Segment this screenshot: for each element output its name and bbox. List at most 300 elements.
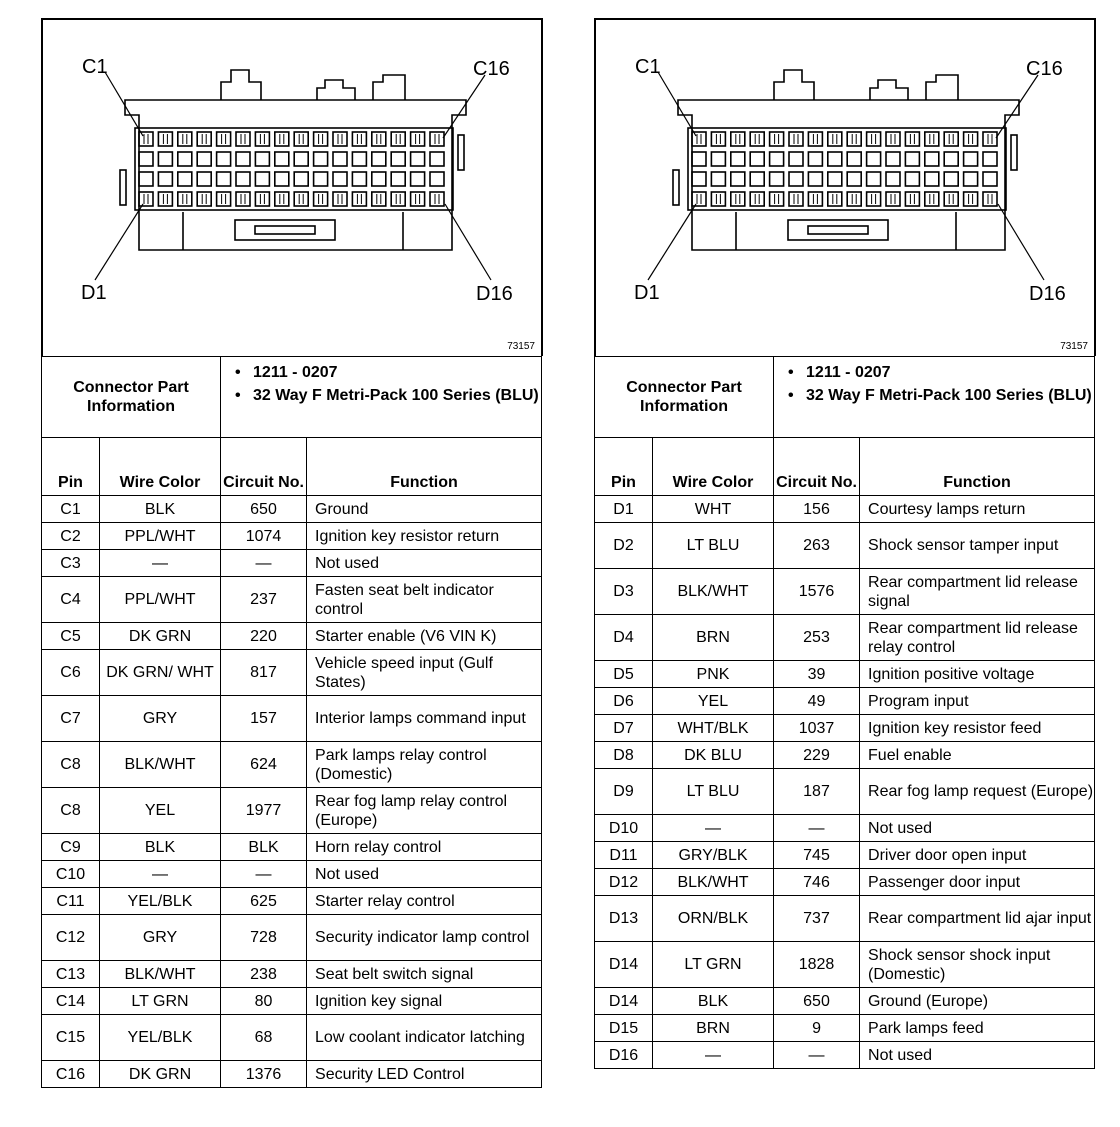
cell-pin: C6 [42,650,100,696]
pin-cavity [867,152,881,166]
right-connector-panel [594,18,1094,1069]
cell-wire-color: WHT [653,496,774,523]
cell-circuit: 39 [774,661,860,688]
pin-cavity [867,172,881,186]
cell-wire-color: LT GRN [100,988,221,1015]
cell-wire-color: LT GRN [653,942,774,988]
cell-pin: C8 [42,742,100,788]
pin-cavity [411,192,425,206]
cell-pin: C2 [42,523,100,550]
cell-wire-color: PPL/WHT [100,577,221,623]
pin-cavity [905,172,919,186]
pin-cavity [333,152,347,166]
connector-info-item: • 1211 - 0207 [782,363,1094,382]
table-row [42,550,542,577]
pin-cavity [217,172,231,186]
cell-circuit: — [774,815,860,842]
table-row [595,569,1095,615]
cell-circuit: 1074 [221,523,307,550]
pin-cavity [964,192,978,206]
pin-cavity [750,132,764,146]
cell-wire-color: LT BLU [653,523,774,569]
label-c1: C1 [635,56,661,78]
table-row [595,842,1095,869]
pin-cavity [964,172,978,186]
pin-cavity [964,132,978,146]
cell-function: Low coolant indicator latching [307,1015,542,1061]
cell-pin: C13 [42,961,100,988]
table-row [42,888,542,915]
cell-function: Ignition positive voltage [860,661,1095,688]
cell-function: Park lamps feed [860,1015,1095,1042]
cell-pin: C14 [42,988,100,1015]
table-row [595,496,1095,523]
table-row [42,1015,542,1061]
cell-circuit: 650 [774,988,860,1015]
header-circuit: Circuit No. [221,438,307,496]
connector-info-item: • 1211 - 0207 [229,363,541,382]
pin-cavity [275,132,289,146]
cell-wire-color: GRY [100,915,221,961]
side-ear [673,170,679,205]
cell-wire-color: YEL [653,688,774,715]
table-row [42,577,542,623]
pin-cavity [925,192,939,206]
cell-function: Not used [307,861,542,888]
leader-line-c16 [443,75,485,138]
pin-cavity [828,132,842,146]
cell-pin: C7 [42,696,100,742]
pinout-table [41,356,542,1088]
table-row [42,523,542,550]
table-row [595,988,1095,1015]
pin-cavity [275,152,289,166]
pin-cavity [789,192,803,206]
latch-tab [221,70,261,100]
pin-cavity [711,172,725,186]
connector-info-row [595,357,1095,438]
pin-cavity [886,172,900,186]
header-function: Function [307,438,542,496]
cell-pin: D14 [595,942,653,988]
pin-cavity [236,132,250,146]
cell-pin: C15 [42,1015,100,1061]
cell-function: Fuel enable [860,742,1095,769]
cell-function: Horn relay control [307,834,542,861]
pin-cavity [828,152,842,166]
pin-cavity [139,152,153,166]
pin-cavity [217,192,231,206]
connector-housing [678,100,1019,250]
cell-pin: C9 [42,834,100,861]
header-row [42,438,542,496]
cell-wire-color: BLK/WHT [653,569,774,615]
cell-circuit: 1576 [774,569,860,615]
leader-line-d1 [648,204,696,280]
cell-pin: C3 [42,550,100,577]
connector-info-row [42,357,542,438]
cell-circuit: 253 [774,615,860,661]
pin-cavity [789,172,803,186]
pin-cavity [770,172,784,186]
pin-cavity [139,192,153,206]
cell-circuit: BLK [221,834,307,861]
key-slot [235,220,335,240]
cell-pin: C5 [42,623,100,650]
latch-tab [373,75,405,100]
pin-cavity [314,172,328,186]
cell-circuit: 238 [221,961,307,988]
pin-cavity [711,152,725,166]
cell-pin: D1 [595,496,653,523]
table-row [595,615,1095,661]
pin-cavity [333,192,347,206]
cell-wire-color: GRY [100,696,221,742]
table-row [595,769,1095,815]
cell-circuit: 728 [221,915,307,961]
pin-cavity [692,152,706,166]
table-row [595,688,1095,715]
pin-cavity [158,172,172,186]
cell-wire-color: BLK [100,834,221,861]
label-c1: C1 [82,56,108,78]
pin-cavity [372,152,386,166]
pin-cavity [944,132,958,146]
latch-tab [774,70,814,100]
cell-circuit: 237 [221,577,307,623]
pin-cavity [178,152,192,166]
pin-cavity [430,132,444,146]
pin-cavity [789,152,803,166]
pinout-table [594,356,1095,1069]
cell-wire-color: DK BLU [653,742,774,769]
cell-pin: D16 [595,1042,653,1069]
table-row [42,496,542,523]
table-row [42,834,542,861]
connector-info-title: Connector Part Information [42,357,221,438]
cell-pin: D2 [595,523,653,569]
cell-circuit: 650 [221,496,307,523]
cell-pin: D4 [595,615,653,661]
cell-pin: C10 [42,861,100,888]
pin-cavity [983,152,997,166]
cell-pin: D3 [595,569,653,615]
cell-function: Ignition key signal [307,988,542,1015]
pin-cavity [750,152,764,166]
pin-cavity [828,192,842,206]
pin-cavity [964,152,978,166]
side-ear [120,170,126,205]
pin-cavity [886,152,900,166]
connector-info-list [774,357,1095,438]
cell-pin: C11 [42,888,100,915]
pin-cavity [391,172,405,186]
cell-circuit: 187 [774,769,860,815]
left-connector-panel [41,18,541,1088]
pin-cavity [294,192,308,206]
cell-function: Not used [860,1042,1095,1069]
pin-cavity [847,192,861,206]
pin-cavity [255,172,269,186]
cell-pin: D11 [595,842,653,869]
pin-cavity [983,172,997,186]
pin-cavity [217,152,231,166]
pin-cavity [944,152,958,166]
pin-cavity [905,132,919,146]
pin-cavity [352,172,366,186]
pin-cavity [808,192,822,206]
label-d16: D16 [1029,283,1066,305]
pinout-body [595,496,1095,1069]
pin-cavity [236,152,250,166]
cell-pin: D15 [595,1015,653,1042]
pin-cavity [770,192,784,206]
pin-cavity [197,132,211,146]
cell-function: Starter relay control [307,888,542,915]
cell-pin: D14 [595,988,653,1015]
pin-cavity [731,132,745,146]
cell-wire-color: BLK [653,988,774,1015]
cell-function: Fasten seat belt indicator control [307,577,542,623]
cell-function: Interior lamps command input [307,696,542,742]
cell-wire-color: DK GRN [100,623,221,650]
table-row [595,942,1095,988]
pin-cavity [847,132,861,146]
pin-cavity [411,172,425,186]
connector-diagram [41,18,543,356]
table-row [595,715,1095,742]
cell-pin: D9 [595,769,653,815]
pin-cavity [770,152,784,166]
cell-function: Not used [307,550,542,577]
key-slot-inner [808,226,868,234]
pin-cavity [197,192,211,206]
pin-cavity [391,132,405,146]
pin-cavity [808,152,822,166]
pin-cavity [430,172,444,186]
cell-function: Park lamps relay control (Domestic) [307,742,542,788]
label-d16: D16 [476,283,513,305]
cell-circuit: 49 [774,688,860,715]
cell-function: Rear fog lamp request (Europe) [860,769,1095,815]
cell-pin: D13 [595,896,653,942]
cell-wire-color: BLK/WHT [100,961,221,988]
cell-circuit: 229 [774,742,860,769]
cell-function: Shock sensor shock input (Domestic) [860,942,1095,988]
table-row [42,988,542,1015]
pin-cavity [692,132,706,146]
pin-cavity [158,192,172,206]
pin-cavity [139,132,153,146]
cell-function: Shock sensor tamper input [860,523,1095,569]
cell-circuit: 9 [774,1015,860,1042]
cell-function: Courtesy lamps return [860,496,1095,523]
cell-function: Driver door open input [860,842,1095,869]
cell-wire-color: — [100,550,221,577]
table-row [42,961,542,988]
pin-cavity [333,172,347,186]
cell-wire-color: YEL/BLK [100,1015,221,1061]
pin-cavity [750,192,764,206]
pin-cavity [178,172,192,186]
pin-cavity [314,192,328,206]
pin-cavity [828,172,842,186]
table-row [42,742,542,788]
cell-wire-color: DK GRN/ WHT [100,650,221,696]
pin-cavity [391,192,405,206]
pin-cavity [731,152,745,166]
cell-function: Security indicator lamp control [307,915,542,961]
cell-circuit: — [774,1042,860,1069]
table-row [42,915,542,961]
table-row [42,623,542,650]
pin-cavity [275,192,289,206]
cell-wire-color: — [653,1042,774,1069]
cell-pin: C1 [42,496,100,523]
pin-cavity [178,192,192,206]
table-row [42,696,542,742]
cell-wire-color: BLK [100,496,221,523]
cell-wire-color: YEL/BLK [100,888,221,915]
pin-cavity [294,172,308,186]
cell-circuit: 1037 [774,715,860,742]
pin-cavity [789,132,803,146]
pin-cavity [711,132,725,146]
cell-circuit: 745 [774,842,860,869]
cell-function: Program input [860,688,1095,715]
pin-cavity [925,132,939,146]
cell-function: Ground [307,496,542,523]
pin-cavity [352,152,366,166]
cell-circuit: 1977 [221,788,307,834]
cell-pin: D12 [595,869,653,896]
cell-function: Rear compartment lid release relay control [860,615,1095,661]
pin-cavity [867,132,881,146]
pin-cavity [372,132,386,146]
table-row [595,1015,1095,1042]
pin-cavity [158,152,172,166]
pin-cavity [217,132,231,146]
cell-circuit: 68 [221,1015,307,1061]
cell-pin: C4 [42,577,100,623]
cell-wire-color: PNK [653,661,774,688]
cell-function: Rear fog lamp relay control (Europe) [307,788,542,834]
cell-function: Ground (Europe) [860,988,1095,1015]
connector-info-item: • 32 Way F Metri-Pack 100 Series (BLU) [229,386,541,405]
leader-line-c16 [996,75,1038,138]
pin-cavity [808,132,822,146]
cell-circuit: 156 [774,496,860,523]
pin-cavity [905,192,919,206]
table-row [595,661,1095,688]
table-row [595,869,1095,896]
pin-cavity [886,132,900,146]
pin-cavity [178,132,192,146]
cell-wire-color: YEL [100,788,221,834]
pin-cavity [197,172,211,186]
cell-function: Rear compartment lid release signal [860,569,1095,615]
table-row [595,742,1095,769]
cell-circuit: 624 [221,742,307,788]
pin-cavity [294,152,308,166]
cell-circuit: 737 [774,896,860,942]
header-pin: Pin [42,438,100,496]
pin-cavity [847,172,861,186]
pin-cavity [886,192,900,206]
side-ear [1011,135,1017,170]
pin-cavity [925,172,939,186]
leader-line-c1 [658,72,696,136]
cell-circuit: 1376 [221,1061,307,1088]
pin-cavity [944,192,958,206]
table-row [595,1042,1095,1069]
pin-cavity [808,172,822,186]
pin-cavity [711,192,725,206]
cell-wire-color: LT BLU [653,769,774,815]
cell-wire-color: BLK/WHT [653,869,774,896]
connector-info-item: • 32 Way F Metri-Pack 100 Series (BLU) [782,386,1094,405]
pin-cavity [430,192,444,206]
cell-pin: C16 [42,1061,100,1088]
table-row [42,788,542,834]
cell-function: Not used [860,815,1095,842]
cell-circuit: 220 [221,623,307,650]
cell-circuit: — [221,550,307,577]
cell-circuit: 746 [774,869,860,896]
pin-cavity [314,132,328,146]
leader-line-d1 [95,204,143,280]
pin-cavity [411,132,425,146]
pin-cavity [333,132,347,146]
header-row [595,438,1095,496]
cell-wire-color: — [653,815,774,842]
connector-diagram [594,18,1096,356]
cell-wire-color: WHT/BLK [653,715,774,742]
pin-cavity [430,152,444,166]
pin-cavity [944,172,958,186]
cell-circuit: 1828 [774,942,860,988]
latch-tab [317,80,355,100]
cell-pin: D6 [595,688,653,715]
figure-number: 73157 [507,341,535,352]
pin-cavity [750,172,764,186]
cell-pin: C8 [42,788,100,834]
pin-cavity [275,172,289,186]
cell-function: Starter enable (V6 VIN K) [307,623,542,650]
table-row [42,1061,542,1088]
label-c16: C16 [1026,58,1063,80]
key-slot [788,220,888,240]
pin-cavity [197,152,211,166]
table-row [42,861,542,888]
pin-cavity [352,192,366,206]
table-row [595,896,1095,942]
pin-cavity [925,152,939,166]
cell-pin: D5 [595,661,653,688]
cell-function: Ignition key resistor feed [860,715,1095,742]
connector-drawing [596,20,1094,356]
header-pin: Pin [595,438,653,496]
latch-tab [870,80,908,100]
cell-circuit: 625 [221,888,307,915]
figure-number: 73157 [1060,341,1088,352]
cell-function: Ignition key resistor return [307,523,542,550]
cell-pin: C12 [42,915,100,961]
cell-function: Vehicle speed input (Gulf States) [307,650,542,696]
table-row [42,650,542,696]
pin-cavity [255,132,269,146]
cell-wire-color: GRY/BLK [653,842,774,869]
